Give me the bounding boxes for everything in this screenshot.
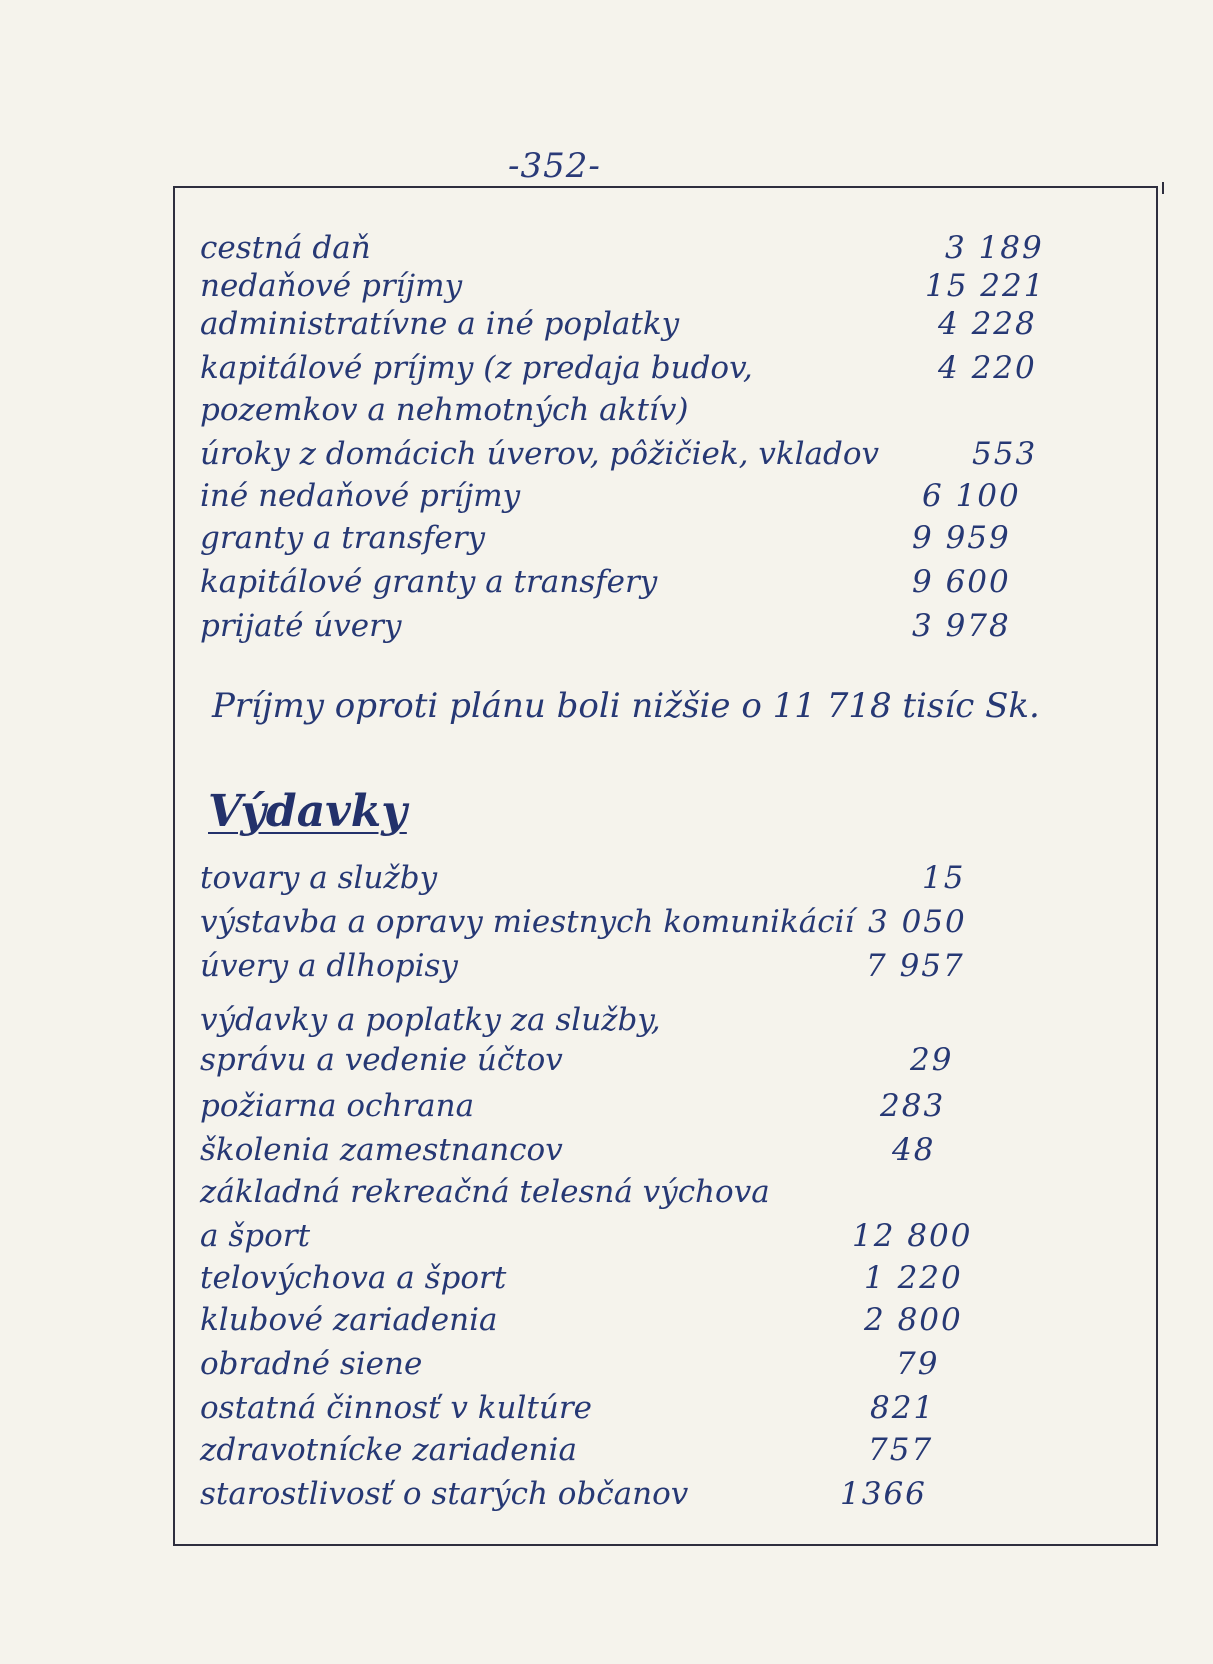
expense-row bbox=[200, 1040, 1140, 1080]
expense-row bbox=[200, 1344, 1140, 1384]
expense-label: a šport bbox=[200, 1218, 311, 1254]
expense-row bbox=[200, 1388, 1140, 1428]
income-value: 4 228 bbox=[938, 306, 1037, 342]
income-label: kapitálové príjmy (z predaja budov, bbox=[200, 350, 753, 386]
expense-value: 29 bbox=[910, 1042, 954, 1078]
income-row bbox=[200, 562, 1140, 602]
income-value: 3 189 bbox=[945, 230, 1044, 266]
income-label: cestná daň bbox=[200, 230, 371, 266]
expense-row bbox=[200, 946, 1140, 986]
income-value: 6 100 bbox=[922, 478, 1021, 514]
income-row bbox=[200, 434, 1140, 474]
expense-label: výstavba a opravy miestnych komunikácií bbox=[200, 904, 855, 940]
income-label: kapitálové granty a transfery bbox=[200, 564, 658, 600]
expense-value: 1366 bbox=[840, 1476, 927, 1512]
expense-label: tovary a služby bbox=[200, 860, 438, 896]
expense-value: 79 bbox=[896, 1346, 940, 1382]
expense-row bbox=[200, 1086, 1140, 1126]
income-label: administratívne a iné poplatky bbox=[200, 306, 680, 342]
expense-value: 12 800 bbox=[852, 1218, 973, 1254]
expense-label: správu a vedenie účtov bbox=[200, 1042, 563, 1078]
income-value: 15 221 bbox=[925, 268, 1046, 304]
income-label: granty a transfery bbox=[200, 520, 486, 556]
income-row bbox=[200, 606, 1140, 646]
expense-row bbox=[200, 1474, 1140, 1514]
income-label: pozemkov a nehmotných aktív) bbox=[200, 392, 689, 428]
expense-label: obradné siene bbox=[200, 1346, 423, 1382]
expense-label: požiarna ochrana bbox=[200, 1088, 475, 1124]
expense-value: 283 bbox=[880, 1088, 946, 1124]
page-number: -352- bbox=[508, 146, 601, 186]
expense-value: 757 bbox=[868, 1432, 934, 1468]
expense-label: klubové zariadenia bbox=[200, 1302, 498, 1338]
expense-value: 15 bbox=[922, 860, 966, 896]
income-value: 9 600 bbox=[912, 564, 1011, 600]
expense-row bbox=[200, 858, 1140, 898]
income-row bbox=[200, 390, 1140, 430]
income-label: iné nedaňové príjmy bbox=[200, 478, 521, 514]
expense-row bbox=[200, 1300, 1140, 1340]
expense-value: 821 bbox=[870, 1390, 936, 1426]
income-label: úroky z domácich úverov, pôžičiek, vkladov bbox=[200, 436, 880, 472]
expense-value: 2 800 bbox=[864, 1302, 963, 1338]
expense-label: telovýchova a šport bbox=[200, 1260, 507, 1296]
expenses-heading: Výdavky bbox=[208, 786, 407, 837]
expense-label: výdavky a poplatky za služby, bbox=[200, 1002, 661, 1038]
income-value: 553 bbox=[972, 436, 1038, 472]
income-value: 3 978 bbox=[912, 608, 1011, 644]
expense-label: úvery a dlhopisy bbox=[200, 948, 458, 984]
expense-row bbox=[200, 1430, 1140, 1470]
expense-value: 3 050 bbox=[868, 904, 967, 940]
expense-value: 48 bbox=[892, 1132, 936, 1168]
income-row bbox=[200, 476, 1140, 516]
expense-value: 1 220 bbox=[864, 1260, 963, 1296]
expense-row bbox=[200, 1000, 1140, 1040]
income-row bbox=[200, 348, 1140, 388]
frame-corner-mark bbox=[1162, 182, 1164, 194]
expense-label: školenia zamestnancov bbox=[200, 1132, 563, 1168]
expense-row bbox=[200, 1130, 1140, 1170]
expense-label: ostatná činnosť v kultúre bbox=[200, 1390, 592, 1426]
expense-label: zdravotnícke zariadenia bbox=[200, 1432, 577, 1468]
income-row bbox=[200, 228, 1140, 268]
income-value: 4 220 bbox=[938, 350, 1037, 386]
expense-row bbox=[200, 1258, 1140, 1298]
income-row bbox=[200, 304, 1140, 344]
expense-row bbox=[200, 902, 1140, 942]
expense-value: 7 957 bbox=[866, 948, 965, 984]
income-label: prijaté úvery bbox=[200, 608, 402, 644]
income-value: 9 959 bbox=[912, 520, 1011, 556]
expense-row bbox=[200, 1216, 1140, 1256]
expense-label: základná rekreačná telesná výchova bbox=[200, 1174, 770, 1210]
expense-row bbox=[200, 1172, 1140, 1212]
income-row bbox=[200, 518, 1140, 558]
income-label: nedaňové príjmy bbox=[200, 268, 463, 304]
expense-label: starostlivosť o starých občanov bbox=[200, 1476, 689, 1512]
income-row bbox=[200, 266, 1140, 306]
income-summary: Príjmy oproti plánu boli nižšie o 11 718 tisíc Sk. bbox=[212, 686, 1040, 726]
